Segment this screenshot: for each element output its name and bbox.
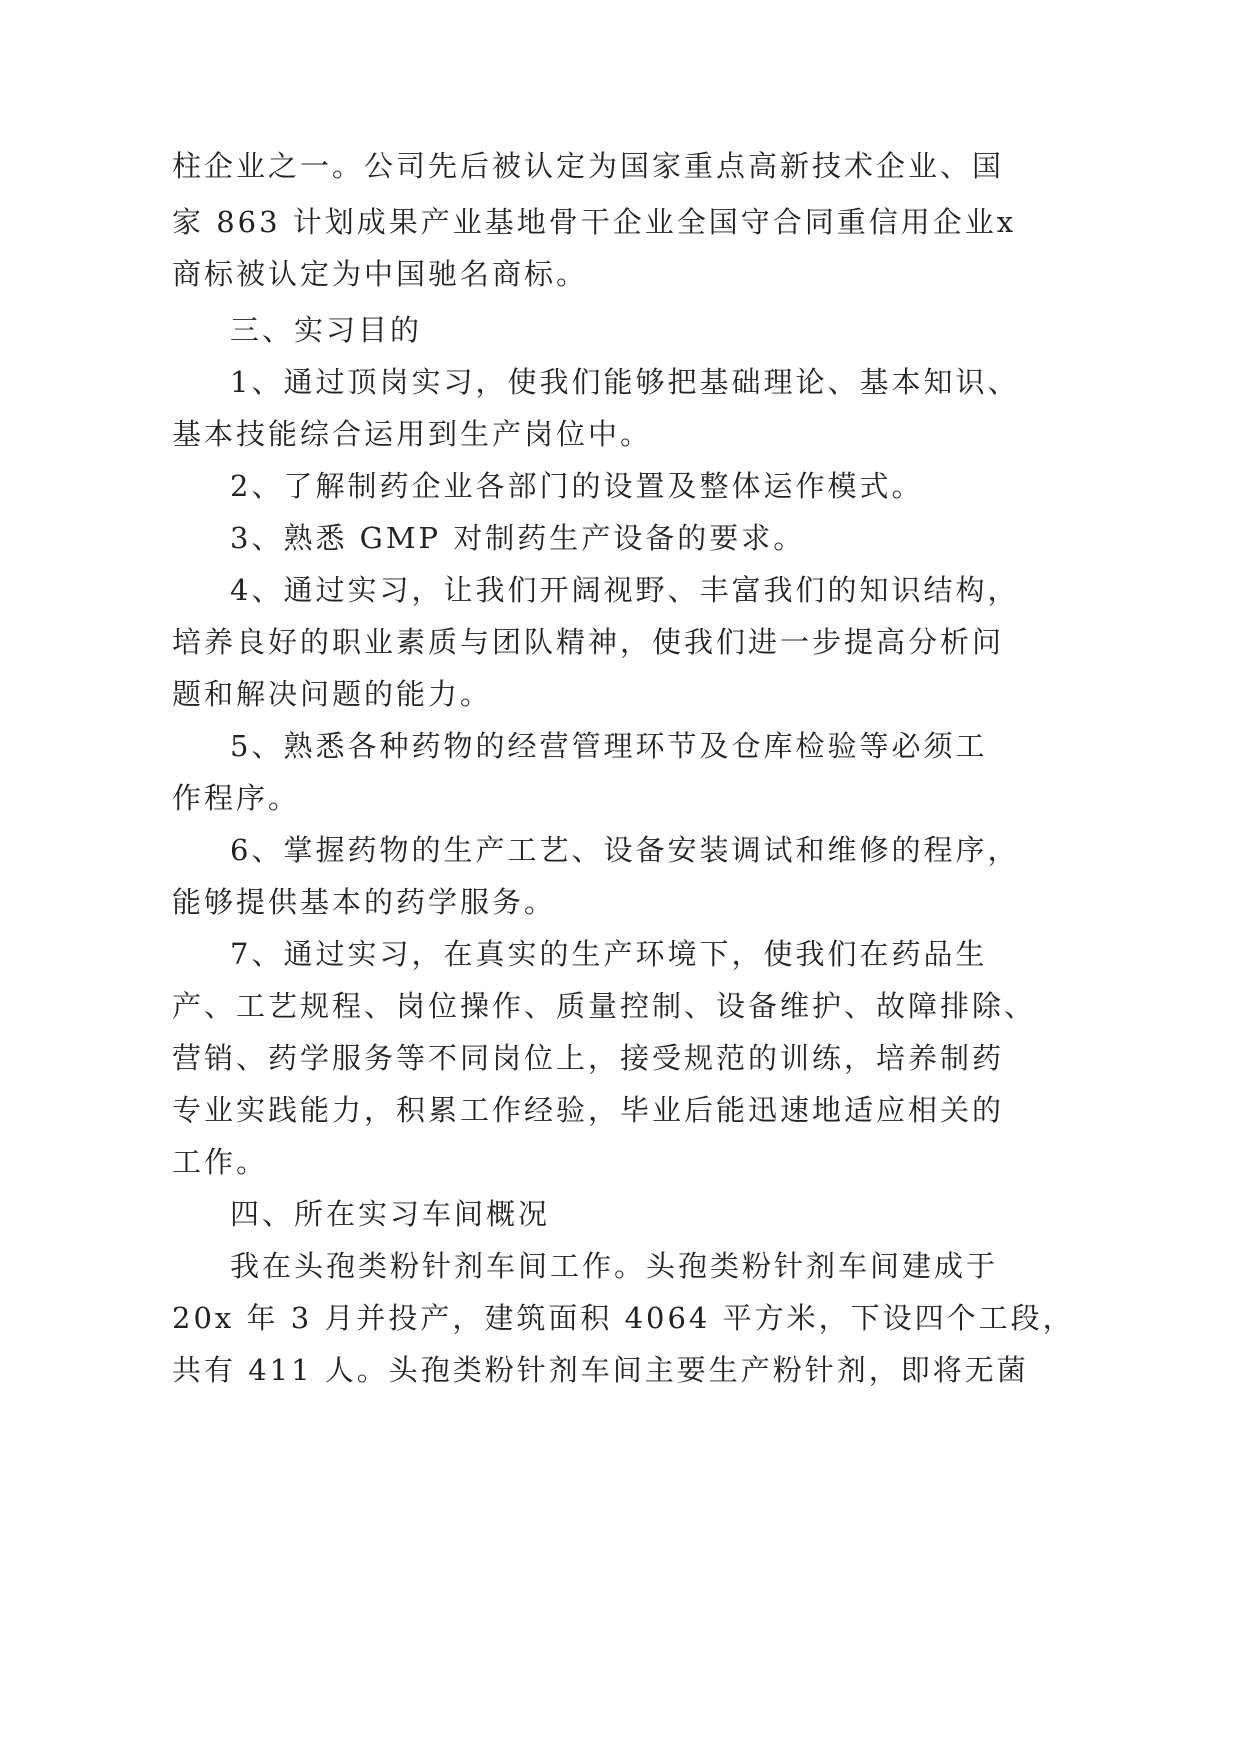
text-line: 工作。 <box>172 1145 269 1179</box>
text-line: 基本技能综合运用到生产岗位中。 <box>172 417 653 451</box>
text-line: 4、通过实习，让我们开阔视野、丰富我们的知识结构， <box>230 573 1020 607</box>
text-line: 能够提供基本的药学服务。 <box>172 885 557 919</box>
text-line: 产、工艺规程、岗位操作、质量控制、设备维护、故障排除、 <box>172 989 1037 1023</box>
section-heading: 四、所在实习车间概况 <box>230 1197 551 1231</box>
text-line: 1、通过顶岗实习，使我们能够把基础理论、基本知识、 <box>230 365 1020 399</box>
text-line: 6、掌握药物的生产工艺、设备安装调试和维修的程序， <box>230 833 1020 867</box>
text-line: 3、熟悉 GMP 对制药生产设备的要求。 <box>230 521 806 555</box>
text-line: 我在头孢类粉针剂车间工作。头孢类粉针剂车间建成于 <box>230 1249 999 1283</box>
text-line: 20x 年 3 月并投产，建筑面积 4064 平方米，下设四个工段， <box>172 1301 1075 1335</box>
text-line: 柱企业之一。公司先后被认定为国家重点高新技术企业、国 <box>172 149 1005 183</box>
text-line: 7、通过实习，在真实的生产环境下，使我们在药品生 <box>230 937 988 971</box>
text-line: 营销、药学服务等不同岗位上，接受规范的训练，培养制药 <box>172 1041 1005 1075</box>
text-line: 题和解决问题的能力。 <box>172 677 493 711</box>
text-line: 专业实践能力，积累工作经验，毕业后能迅速地适应相关的 <box>172 1093 1005 1127</box>
section-heading: 三、实习目的 <box>230 313 423 347</box>
text-line: 5、熟悉各种药物的经营管理环节及仓库检验等必须工 <box>230 729 988 763</box>
text-line: 共有 411 人。头孢类粉针剂车间主要生产粉针剂，即将无菌 <box>172 1353 1029 1387</box>
text-line: 商标被认定为中国驰名商标。 <box>172 257 589 291</box>
text-line: 家 863 计划成果产业基地骨干企业全国守合同重信用企业x <box>172 205 1017 239</box>
text-line: 作程序。 <box>172 781 301 815</box>
text-line: 培养良好的职业素质与团队精神，使我们进一步提高分析问 <box>172 625 1005 659</box>
text-line: 2、了解制药企业各部门的设置及整体运作模式。 <box>230 469 924 503</box>
